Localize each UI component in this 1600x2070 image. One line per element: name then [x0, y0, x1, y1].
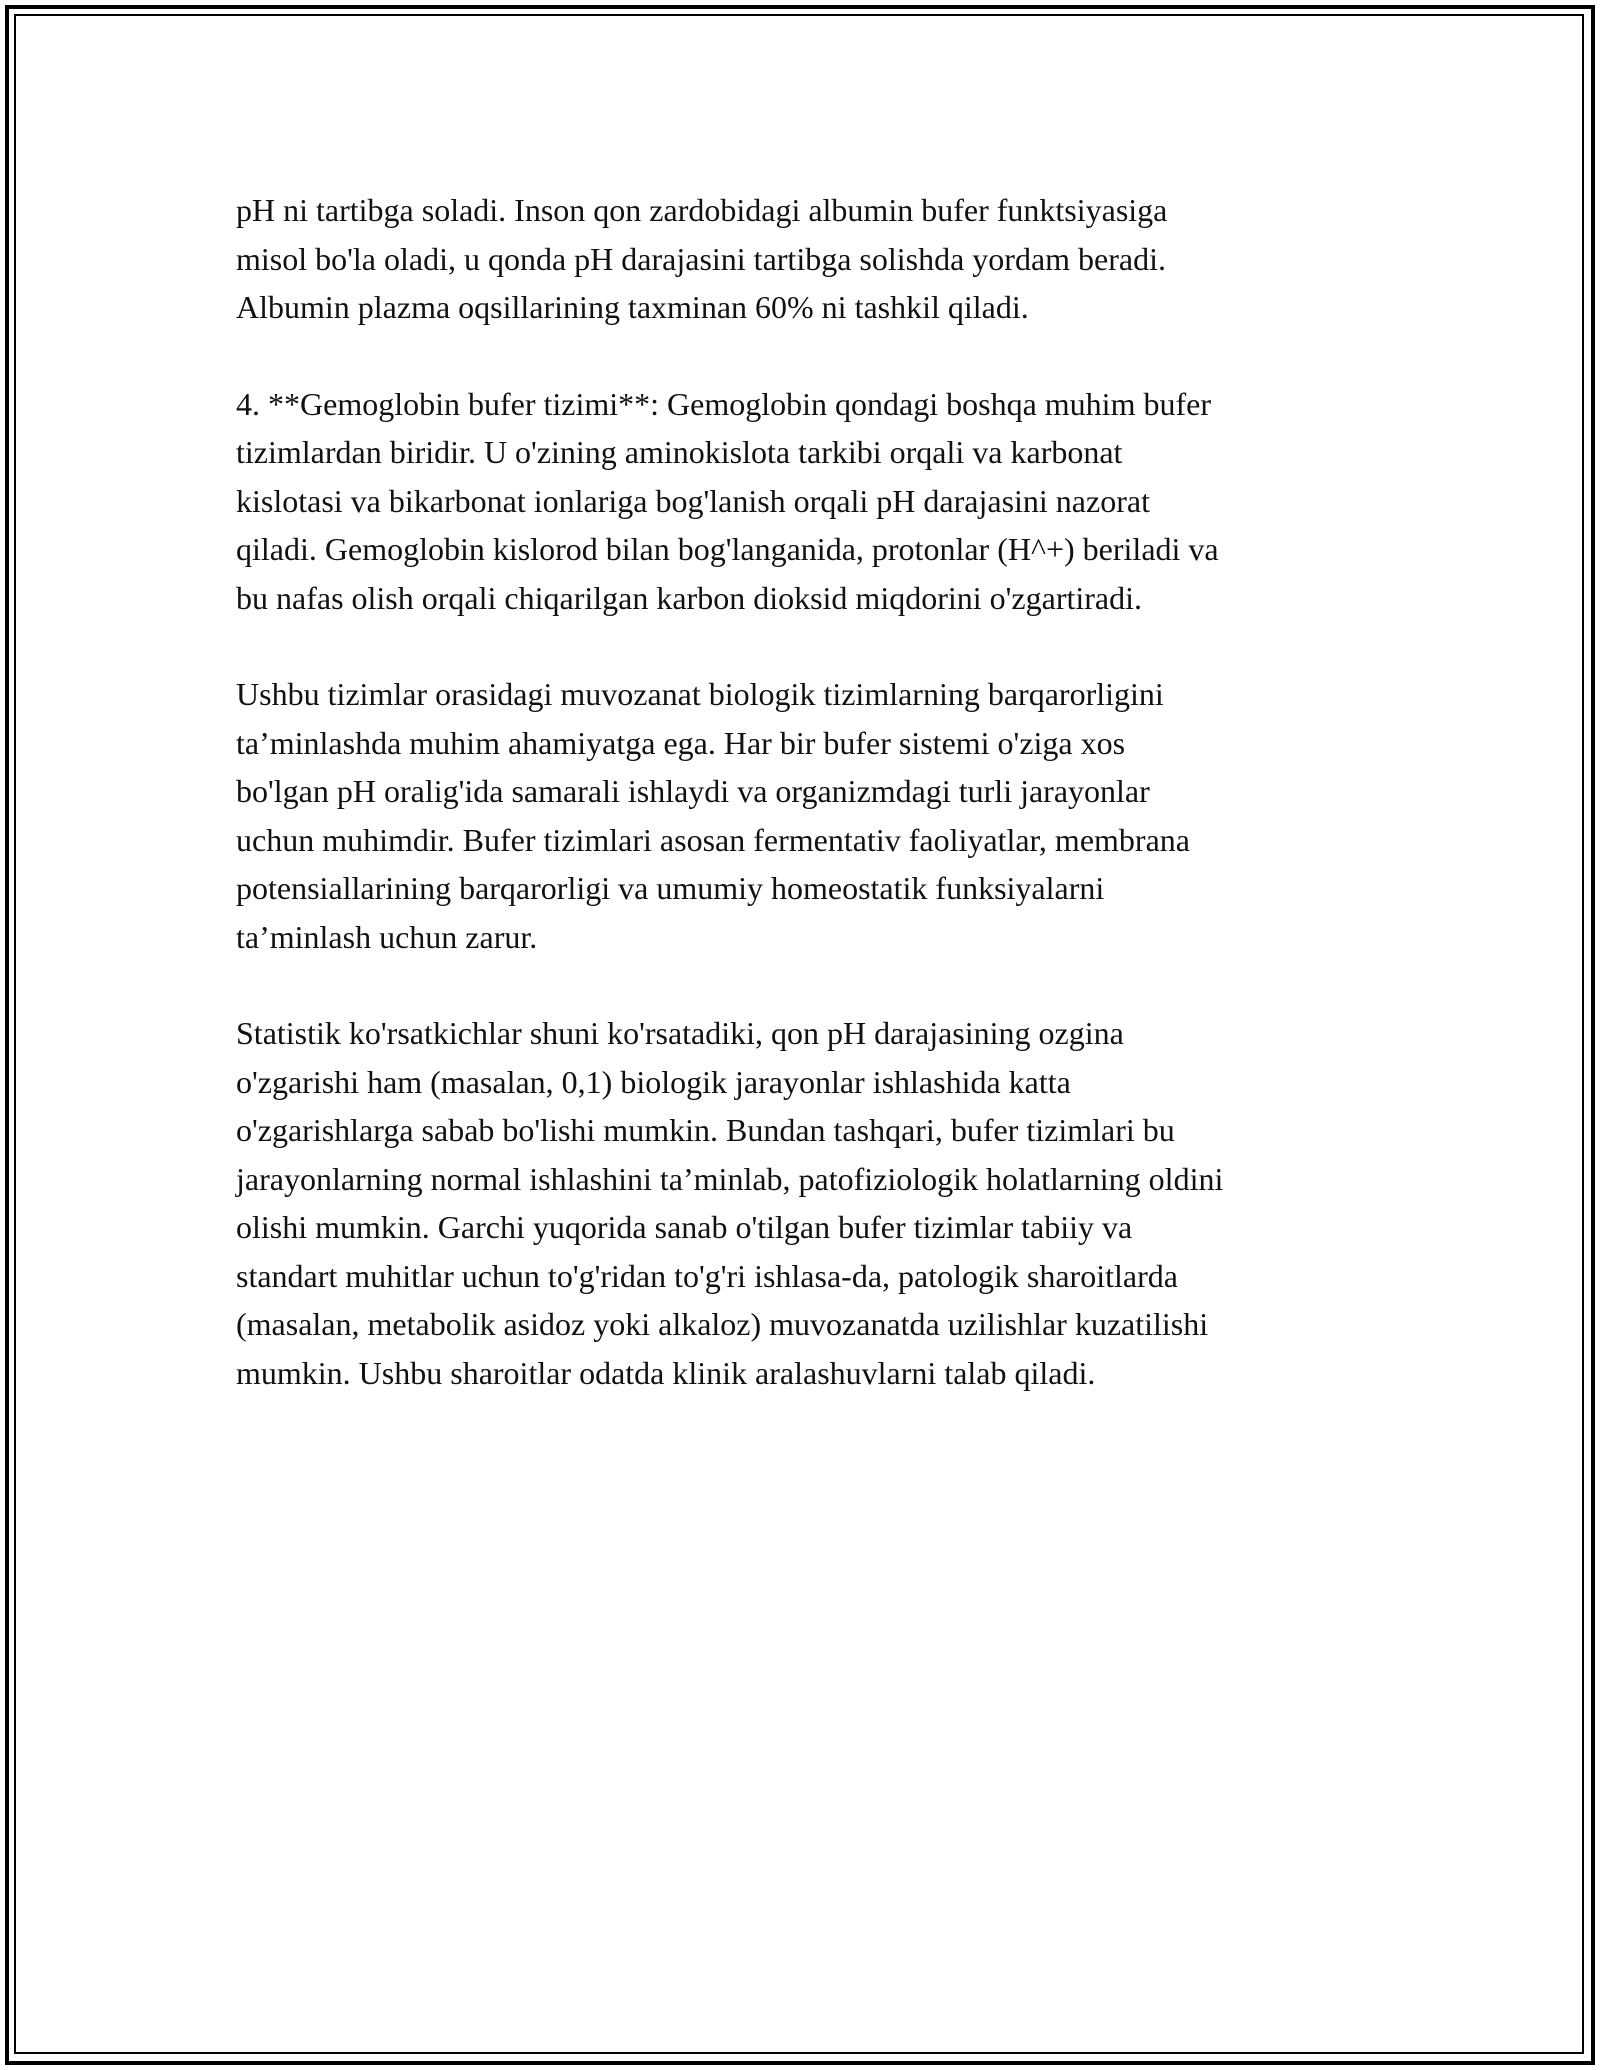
paragraph-hemoglobin — [236, 380, 1376, 623]
text-line: bu nafas olish orqali chiqarilgan karbon dioksid miqdorini o'zgartiradi. — [236, 579, 1142, 616]
text-line: potensiallarining barqarorligi va umumiy homeostatik funksiyalarni — [236, 870, 1105, 906]
paragraph-albumin — [236, 186, 1376, 332]
document-body — [236, 186, 1376, 1445]
text-line: (masalan, metabolik asidoz yoki alkaloz) muvozanatda uzilishlar kuzatilishi — [236, 1306, 1209, 1342]
text-line: olishi mumkin. Garchi yuqorida sanab o'tilgan bufer tizimlar tabiiy va — [236, 1209, 1133, 1245]
text-line: Ushbu tizimlar orasidagi muvozanat biologik tizimlarning barqarorligini — [236, 676, 1164, 712]
text-line: jarayonlarning normal ishlashini ta’minlab, patofiziologik holatlarning oldini — [236, 1160, 1224, 1197]
text-line: o'zgarishlarga sabab bo'lishi mumkin. Bundan tashqari, bufer tizimlari bu — [236, 1112, 1175, 1148]
text-line: mumkin. Ushbu sharoitlar odatda klinik aralashuvlarni talab qiladi. — [236, 1354, 1096, 1391]
paragraph-statistics — [236, 1009, 1376, 1397]
text-line: ta’minlashda muhim ahamiyatga ega. Har bir bufer sistemi o'ziga xos — [236, 724, 1126, 761]
text-line: ta’minlash uchun zarur. — [236, 918, 538, 955]
text-line: standart muhitlar uchun to'g'ridan to'g'ri ishlasa-da, patologik sharoitlarda — [236, 1257, 1178, 1294]
text-line: misol bo'la oladi, u qonda pH darajasini tartibga solishda yordam beradi. — [236, 240, 1166, 277]
text-line: kislotasi va bikarbonat ionlariga bog'lanish orqali pH darajasini nazorat — [236, 482, 1150, 519]
text-line: Albumin plazma oqsillarining taxminan 60% ni tashkil qiladi. — [236, 289, 1029, 325]
text-line: bo'lgan pH oralig'ida samarali ishlaydi va organizmdagi turli jarayonlar — [236, 773, 1150, 809]
text-line: Statistik ko'rsatkichlar shuni ko'rsatadiki, qon pH darajasining ozgina — [236, 1015, 1124, 1051]
text-line: qiladi. Gemoglobin kislorod bilan bog'langanida, protonlar (H^+) beriladi va — [236, 531, 1219, 567]
paragraph-balance — [236, 670, 1376, 961]
text-line: o'zgarishi ham (masalan, 0,1) biologik jarayonlar ishlashida katta — [236, 1063, 1071, 1100]
text-line: tizimlardan biridir. U o'zining aminokislota tarkibi orqali va karbonat — [236, 434, 1123, 470]
text-line: pH ni tartibga soladi. Inson qon zardobidagi albumin bufer funktsiyasiga — [236, 192, 1168, 228]
text-line: uchun muhimdir. Bufer tizimlari asosan fermentativ faoliyatlar, membrana — [236, 821, 1190, 858]
text-line: 4. **Gemoglobin bufer tizimi**: Gemoglobin qondagi boshqa muhim bufer — [236, 385, 1211, 422]
